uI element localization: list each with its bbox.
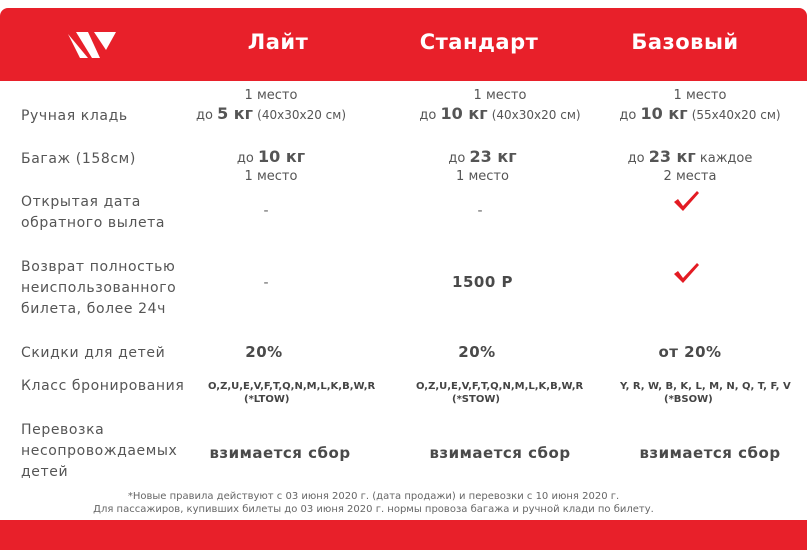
child-discount-lite: 20% (245, 343, 283, 361)
unaccompanied-lite: взимается сбор (209, 444, 351, 462)
booking-class-lite: O,Z,U,E,V,F,T,Q,N,M,L,K,B,W,R (*LTOW) (208, 381, 376, 405)
open-date-standard: - (477, 203, 483, 219)
row-label-baggage: Багаж (158см) (21, 151, 136, 167)
row-label-booking-class: Класс бронирования (21, 378, 185, 394)
row-label-child-discount: Скидки для детей (21, 345, 166, 361)
hand-luggage-lite: 1 место до 5 кг (40х30х20 см) (196, 88, 346, 123)
column-title-standard: Стандарт (419, 30, 539, 54)
checkmark-icon (672, 261, 700, 285)
baggage-lite: до 10 кг 1 место (236, 147, 306, 184)
open-date-lite: - (263, 203, 269, 219)
row-label-hand-luggage: Ручная кладь (21, 108, 128, 124)
unaccompanied-basic: взимается сбор (639, 444, 781, 462)
baggage-standard: до 23 кг 1 место (448, 147, 517, 184)
footnote-line-1: *Новые правила действуют с 03 июня 2020 г. (дата продажи) и перевозки с 10 июня 2020 г. (127, 491, 620, 502)
booking-class-basic: Y, R, W, B, K, L, M, N, Q, T, F, V (*BSOW) (620, 381, 791, 405)
checkmark-icon (672, 189, 700, 213)
refund-standard: 1500 Р (452, 273, 513, 291)
unaccompanied-standard: взимается сбор (429, 444, 571, 462)
footnote-line-2: Для пассажиров, купивших билеты до 03 июня 2020 г. нормы провоза багажа и ручной клади по билету. (93, 504, 654, 515)
refund-lite: - (263, 275, 269, 291)
footer-bar (0, 520, 807, 550)
row-label-refund: Возврат полностью неиспользованного билета, более 24ч (21, 259, 177, 317)
airline-logo-icon (66, 28, 118, 64)
booking-class-standard: O,Z,U,E,V,F,T,Q,N,M,L,K,B,W,R (*STOW) (416, 381, 584, 405)
row-label-open-date: Открытая дата обратного вылета (21, 194, 166, 231)
child-discount-basic: от 20% (658, 343, 722, 361)
row-label-unaccompanied: Перевозка несопровождаемых детей (21, 422, 178, 480)
hand-luggage-standard: 1 место до 10 кг (40х30х20 см) (419, 88, 581, 123)
table-header (0, 8, 807, 81)
column-title-basic: Базовый (631, 30, 739, 54)
hand-luggage-basic: 1 место до 10 кг (55х40х20 см) (619, 88, 781, 123)
child-discount-standard: 20% (458, 343, 496, 361)
baggage-basic: до 23 кг каждое 2 места (627, 147, 753, 184)
column-title-lite: Лайт (247, 30, 309, 54)
